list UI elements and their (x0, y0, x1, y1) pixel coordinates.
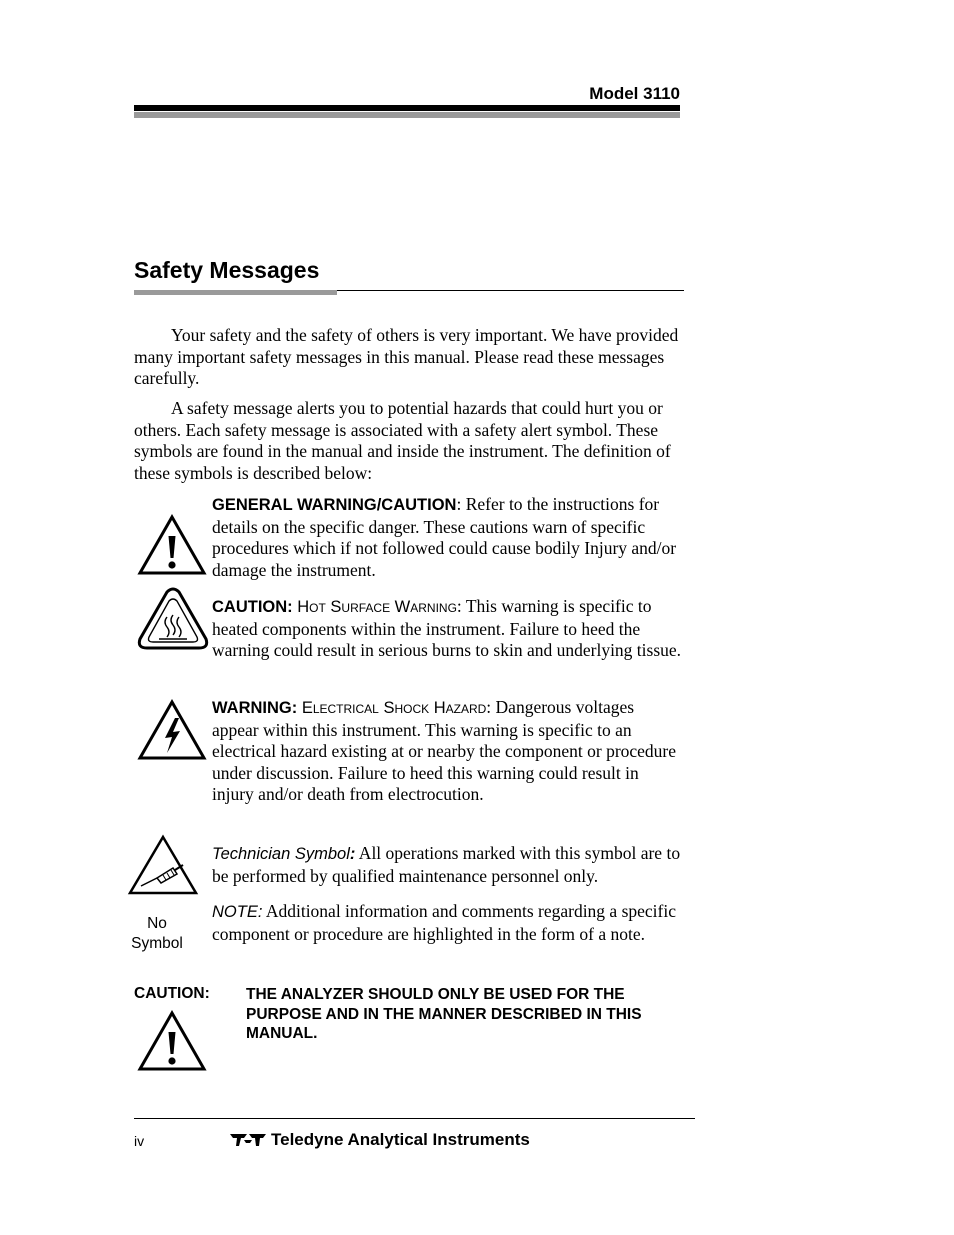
teledyne-logo-icon (230, 1131, 266, 1147)
technician-icon (127, 834, 199, 896)
no-symbol-label: No Symbol (131, 915, 183, 952)
technician-keyword: Technician Symbol (212, 845, 350, 863)
electrical-shock-description: WARNING: Electrical Shock Hazard: Dangerous voltages appear within this instrument. This warning is specific to an electrical hazard existing at or nearby the component or procedure under discussion. Failure to heed this warning could result in injury and/or death from electrocution. (212, 697, 677, 804)
model-header: Model 3110 (589, 84, 680, 103)
electrical-shock-keyword: WARNING: (212, 699, 298, 717)
title-underline-gray (134, 290, 337, 295)
intro-paragraph-1: Your safety and the safety of others is very important. We have provided many important safety messages in this manual. Please read these messages carefully. (134, 325, 679, 388)
technician-description: Technician Symbol: All operations marked with this symbol are to be performed by qualified maintenance personnel only. (212, 843, 681, 886)
page-number: iv (134, 1133, 145, 1149)
intro-paragraph-2: A safety message alerts you to potential hazards that could hurt you or others. Each safety message is associated with a safety alert symbol. These symbols are found in the manual and inside the instrument. The definition of these symbols is described below: (134, 398, 671, 483)
general-warning-keyword: GENERAL WARNING/CAUTION (212, 496, 457, 514)
page-title: Safety Messages (134, 257, 320, 283)
hot-surface-description: CAUTION: Hot Surface Warning: This warning is specific to heated components within the instrument. Failure to heed the warning could result in serious burns to skin and underlying tissue. (212, 596, 682, 660)
caution-text: THE ANALYZER SHOULD ONLY BE USED FOR THE PURPOSE AND IN THE MANNER DESCRIBED IN THIS MANUAL. (246, 986, 642, 1042)
hot-surface-icon (137, 587, 209, 651)
header-rule-black (134, 105, 680, 111)
footer-rule (134, 1118, 695, 1119)
warning-triangle-icon (137, 514, 207, 576)
company-name: Teledyne Analytical Instruments (271, 1130, 530, 1149)
note-description: NOTE: Additional information and comments regarding a specific component or procedure are highlighted in the form of a note. (212, 901, 676, 944)
electrical-shock-icon (137, 699, 207, 761)
warning-triangle-icon (137, 1010, 207, 1072)
note-keyword: NOTE: (212, 903, 263, 921)
header-rule-gray (134, 112, 680, 118)
general-warning-description: GENERAL WARNING/CAUTION: Refer to the instructions for details on the specific danger. These cautions warn of specific procedures which if not followed could cause bodily Injury and/or damage the instrument. (212, 494, 677, 580)
hot-surface-keyword: CAUTION: (212, 598, 293, 616)
title-underline-rule (337, 290, 684, 291)
caution-label: CAUTION: (134, 985, 210, 1002)
